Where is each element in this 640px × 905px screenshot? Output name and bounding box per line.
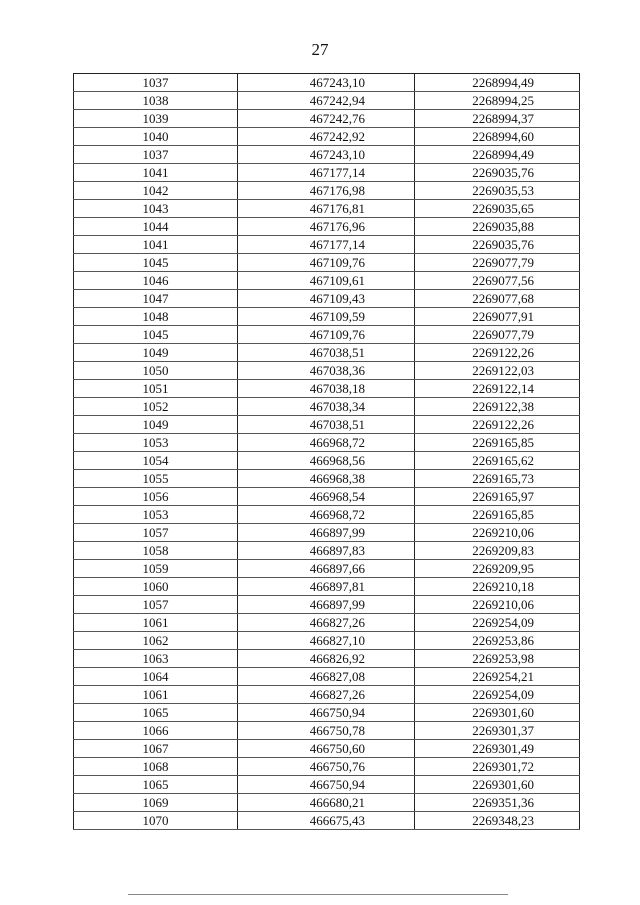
coordinate-x-cell: 466750,76 <box>238 758 415 776</box>
coordinate-y-cell: 2269122,38 <box>415 398 580 416</box>
coordinate-x-cell: 466968,54 <box>238 488 415 506</box>
point-number-cell: 1066 <box>74 722 238 740</box>
table-row <box>74 110 580 128</box>
coordinate-y-cell: 2269122,26 <box>415 416 580 434</box>
table-row <box>74 398 580 416</box>
table-row <box>74 740 580 758</box>
point-number-cell: 1037 <box>74 74 238 92</box>
coordinate-x-cell: 466750,60 <box>238 740 415 758</box>
coordinate-y-cell: 2269348,23 <box>415 812 580 830</box>
coordinate-x-cell: 466897,66 <box>238 560 415 578</box>
coordinates-table <box>73 73 580 830</box>
coordinate-x-cell: 466897,81 <box>238 578 415 596</box>
table-row <box>74 74 580 92</box>
coordinate-x-cell: 466827,26 <box>238 686 415 704</box>
coordinate-y-cell: 2268994,49 <box>415 74 580 92</box>
table-row <box>74 812 580 830</box>
point-number-cell: 1056 <box>74 488 238 506</box>
table-row <box>74 542 580 560</box>
table-row <box>74 758 580 776</box>
point-number-cell: 1039 <box>74 110 238 128</box>
table-row <box>74 488 580 506</box>
coordinate-x-cell: 467038,34 <box>238 398 415 416</box>
point-number-cell: 1064 <box>74 668 238 686</box>
coordinate-x-cell: 467242,94 <box>238 92 415 110</box>
coordinate-x-cell: 467242,76 <box>238 110 415 128</box>
point-number-cell: 1063 <box>74 650 238 668</box>
point-number-cell: 1041 <box>74 164 238 182</box>
point-number-cell: 1045 <box>74 326 238 344</box>
point-number-cell: 1065 <box>74 776 238 794</box>
table-row <box>74 380 580 398</box>
point-number-cell: 1051 <box>74 380 238 398</box>
table-row <box>74 686 580 704</box>
coordinate-y-cell: 2269122,03 <box>415 362 580 380</box>
table-row <box>74 704 580 722</box>
point-number-cell: 1061 <box>74 614 238 632</box>
coordinate-y-cell: 2269165,73 <box>415 470 580 488</box>
coordinate-y-cell: 2268994,37 <box>415 110 580 128</box>
table-row <box>74 326 580 344</box>
table-row <box>74 308 580 326</box>
coordinate-y-cell: 2269301,37 <box>415 722 580 740</box>
point-number-cell: 1067 <box>74 740 238 758</box>
table-row <box>74 632 580 650</box>
coordinate-x-cell: 467243,10 <box>238 146 415 164</box>
point-number-cell: 1062 <box>74 632 238 650</box>
coordinate-y-cell: 2269210,18 <box>415 578 580 596</box>
table-row <box>74 434 580 452</box>
coordinate-y-cell: 2269210,06 <box>415 524 580 542</box>
table-row <box>74 290 580 308</box>
coordinate-y-cell: 2269301,49 <box>415 740 580 758</box>
coordinate-y-cell: 2269209,83 <box>415 542 580 560</box>
table-row <box>74 344 580 362</box>
point-number-cell: 1053 <box>74 506 238 524</box>
coordinate-x-cell: 467176,96 <box>238 218 415 236</box>
table-row <box>74 164 580 182</box>
coordinate-x-cell: 467176,81 <box>238 200 415 218</box>
table-row <box>74 506 580 524</box>
coordinate-y-cell: 2268994,49 <box>415 146 580 164</box>
table-row <box>74 470 580 488</box>
coordinate-y-cell: 2268994,25 <box>415 92 580 110</box>
point-number-cell: 1047 <box>74 290 238 308</box>
table-row <box>74 650 580 668</box>
point-number-cell: 1070 <box>74 812 238 830</box>
point-number-cell: 1069 <box>74 794 238 812</box>
table-row <box>74 146 580 164</box>
coordinate-y-cell: 2269209,95 <box>415 560 580 578</box>
coordinate-y-cell: 2269077,56 <box>415 272 580 290</box>
coordinate-y-cell: 2269165,62 <box>415 452 580 470</box>
coordinate-x-cell: 467109,76 <box>238 254 415 272</box>
point-number-cell: 1050 <box>74 362 238 380</box>
point-number-cell: 1048 <box>74 308 238 326</box>
coordinate-x-cell: 466750,78 <box>238 722 415 740</box>
point-number-cell: 1068 <box>74 758 238 776</box>
table-row <box>74 794 580 812</box>
coordinate-y-cell: 2269077,68 <box>415 290 580 308</box>
point-number-cell: 1053 <box>74 434 238 452</box>
point-number-cell: 1042 <box>74 182 238 200</box>
coordinate-y-cell: 2269351,36 <box>415 794 580 812</box>
coordinate-x-cell: 467038,36 <box>238 362 415 380</box>
bottom-rule <box>128 894 508 895</box>
coordinate-x-cell: 466897,83 <box>238 542 415 560</box>
table-row <box>74 200 580 218</box>
point-number-cell: 1058 <box>74 542 238 560</box>
point-number-cell: 1060 <box>74 578 238 596</box>
coordinate-x-cell: 466897,99 <box>238 596 415 614</box>
coordinate-y-cell: 2269122,26 <box>415 344 580 362</box>
coordinate-x-cell: 466968,56 <box>238 452 415 470</box>
coordinate-x-cell: 466680,21 <box>238 794 415 812</box>
coordinate-x-cell: 466750,94 <box>238 704 415 722</box>
coordinate-y-cell: 2269077,79 <box>415 254 580 272</box>
coordinate-x-cell: 466827,26 <box>238 614 415 632</box>
point-number-cell: 1037 <box>74 146 238 164</box>
table-row <box>74 254 580 272</box>
point-number-cell: 1057 <box>74 524 238 542</box>
table-row <box>74 560 580 578</box>
coordinate-x-cell: 466968,72 <box>238 434 415 452</box>
table-row <box>74 362 580 380</box>
coordinate-x-cell: 466827,08 <box>238 668 415 686</box>
coordinate-x-cell: 466897,99 <box>238 524 415 542</box>
point-number-cell: 1043 <box>74 200 238 218</box>
point-number-cell: 1044 <box>74 218 238 236</box>
coordinate-y-cell: 2269254,09 <box>415 614 580 632</box>
table-row <box>74 236 580 254</box>
coordinate-x-cell: 466675,43 <box>238 812 415 830</box>
table-row <box>74 722 580 740</box>
coordinate-y-cell: 2269301,60 <box>415 776 580 794</box>
point-number-cell: 1057 <box>74 596 238 614</box>
table-row <box>74 182 580 200</box>
table-row <box>74 524 580 542</box>
table-row <box>74 92 580 110</box>
coordinate-y-cell: 2269253,98 <box>415 650 580 668</box>
coordinate-x-cell: 467176,98 <box>238 182 415 200</box>
coordinates-table-body <box>74 74 580 830</box>
table-row <box>74 776 580 794</box>
coordinate-x-cell: 467109,76 <box>238 326 415 344</box>
coordinate-y-cell: 2269210,06 <box>415 596 580 614</box>
coordinate-x-cell: 467109,59 <box>238 308 415 326</box>
table-row <box>74 596 580 614</box>
point-number-cell: 1061 <box>74 686 238 704</box>
coordinate-x-cell: 467038,18 <box>238 380 415 398</box>
point-number-cell: 1038 <box>74 92 238 110</box>
coordinate-x-cell: 466750,94 <box>238 776 415 794</box>
point-number-cell: 1059 <box>74 560 238 578</box>
coordinate-x-cell: 467177,14 <box>238 236 415 254</box>
table-row <box>74 272 580 290</box>
coordinate-x-cell: 467243,10 <box>238 74 415 92</box>
page-number: 27 <box>311 40 329 59</box>
table-row <box>74 452 580 470</box>
table-row <box>74 668 580 686</box>
point-number-cell: 1049 <box>74 416 238 434</box>
coordinate-y-cell: 2269035,88 <box>415 218 580 236</box>
table-row <box>74 218 580 236</box>
coordinate-y-cell: 2269254,21 <box>415 668 580 686</box>
point-number-cell: 1055 <box>74 470 238 488</box>
coordinate-x-cell: 467038,51 <box>238 416 415 434</box>
table-row <box>74 578 580 596</box>
coordinate-y-cell: 2269165,85 <box>415 506 580 524</box>
point-number-cell: 1045 <box>74 254 238 272</box>
coordinate-y-cell: 2268994,60 <box>415 128 580 146</box>
table-row <box>74 128 580 146</box>
coordinate-x-cell: 466968,72 <box>238 506 415 524</box>
coordinate-x-cell: 467109,61 <box>238 272 415 290</box>
coordinate-y-cell: 2269165,97 <box>415 488 580 506</box>
coordinate-x-cell: 466968,38 <box>238 470 415 488</box>
coordinate-x-cell: 467038,51 <box>238 344 415 362</box>
coordinate-y-cell: 2269035,65 <box>415 200 580 218</box>
coordinate-y-cell: 2269035,53 <box>415 182 580 200</box>
coordinate-x-cell: 466827,10 <box>238 632 415 650</box>
point-number-cell: 1041 <box>74 236 238 254</box>
coordinate-y-cell: 2269077,91 <box>415 308 580 326</box>
coordinate-y-cell: 2269035,76 <box>415 236 580 254</box>
coordinate-y-cell: 2269301,60 <box>415 704 580 722</box>
coordinate-x-cell: 467177,14 <box>238 164 415 182</box>
point-number-cell: 1052 <box>74 398 238 416</box>
coordinate-x-cell: 466826,92 <box>238 650 415 668</box>
coordinate-y-cell: 2269035,76 <box>415 164 580 182</box>
coordinate-x-cell: 467242,92 <box>238 128 415 146</box>
coordinate-y-cell: 2269253,86 <box>415 632 580 650</box>
coordinate-y-cell: 2269254,09 <box>415 686 580 704</box>
coordinate-y-cell: 2269077,79 <box>415 326 580 344</box>
table-row <box>74 614 580 632</box>
point-number-cell: 1065 <box>74 704 238 722</box>
coordinate-y-cell: 2269122,14 <box>415 380 580 398</box>
coordinate-x-cell: 467109,43 <box>238 290 415 308</box>
point-number-cell: 1054 <box>74 452 238 470</box>
point-number-cell: 1049 <box>74 344 238 362</box>
coordinate-y-cell: 2269301,72 <box>415 758 580 776</box>
point-number-cell: 1046 <box>74 272 238 290</box>
point-number-cell: 1040 <box>74 128 238 146</box>
coordinate-y-cell: 2269165,85 <box>415 434 580 452</box>
table-row <box>74 416 580 434</box>
